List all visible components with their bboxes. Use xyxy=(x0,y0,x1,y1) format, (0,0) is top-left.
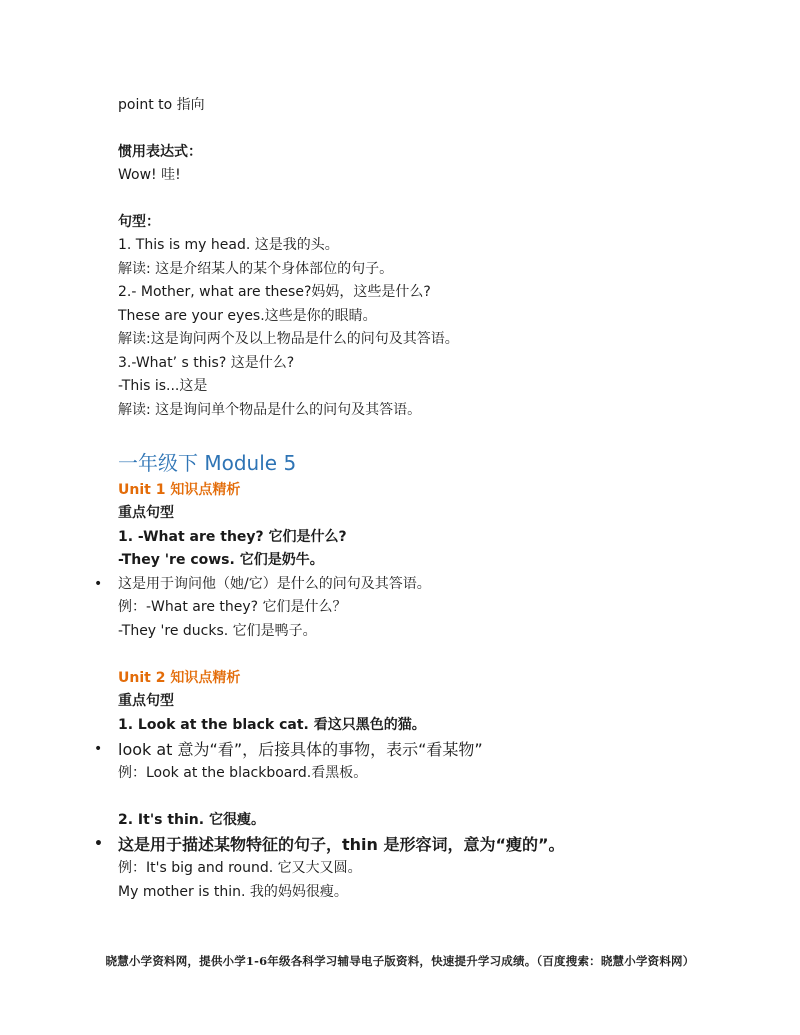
pattern-line: 解读:这是询问两个及以上物品是什么的问句及其答语。 xyxy=(118,331,459,347)
pattern-line: 解读: 这是询问单个物品是什么的问句及其答语。 xyxy=(118,401,422,418)
unit1-answer: -They 're cows. 它们是奶牛。 xyxy=(118,552,324,568)
unit1-bullet: • 这是用于询问他（她/它）是什么的问句及其答语。 xyxy=(118,573,758,597)
pattern-line: 2.- Mother, what are these?妈妈，这些是什么? xyxy=(118,284,431,300)
unit2-bullet-1: • look at 意为“看”，后接具体的事物，表示“看某物” xyxy=(118,737,758,762)
pattern-line: 3.-What’ s this? 这是什么? xyxy=(118,354,295,371)
unit1-example-2: -They 're ducks. 它们是鸭子。 xyxy=(118,622,317,639)
pattern-line: 1. This is my head. 这是我的头。 xyxy=(118,237,339,253)
expression-wow: Wow! 哇! xyxy=(118,167,181,183)
patterns-heading: 句型： xyxy=(118,213,160,230)
expressions-heading: 惯用表达式： xyxy=(118,143,202,160)
unit2-bullet-2: • 这是用于描述某物特征的句子，thin 是形容词，意为“瘦的”。 xyxy=(118,832,758,857)
unit2-sentence-1: 1. Look at the black cat. 看这只黑色的猫。 xyxy=(118,716,426,733)
unit2-key-heading: 重点句型 xyxy=(118,693,174,709)
unit2-example-2: 例：It's big and round. 它又大又圆。 xyxy=(118,860,362,876)
document-body xyxy=(118,94,758,904)
pattern-line: These are your eyes.这些是你的眼睛。 xyxy=(118,307,377,324)
unit1-example-1: 例：-What are they? 它们是什么？ xyxy=(118,599,347,615)
unit1-key-heading: 重点句型 xyxy=(118,505,174,521)
unit1-question: 1. -What are they? 它们是什么? xyxy=(118,528,347,545)
vocab-point-to: point to 指向 xyxy=(118,97,205,113)
unit1-title: Unit 1 知识点精析 xyxy=(118,482,241,498)
unit2-example-3: My mother is thin. 我的妈妈很瘦。 xyxy=(118,883,348,900)
unit2-title: Unit 2 知识点精析 xyxy=(118,670,241,686)
pattern-line: 解读: 这是介绍某人的某个身体部位的句子。 xyxy=(118,260,394,277)
pattern-line: -This is...这是 xyxy=(118,378,208,394)
module-title: 一年级下 Module 5 xyxy=(118,451,297,475)
page-footer: 晓慧小学资料网，提供小学1-6年级各科学习辅导电子版资料，快速提升学习成绩。（百度搜索：晓慧小学资料网） xyxy=(105,954,695,968)
unit2-sentence-2: 2. It's thin. 它很瘦。 xyxy=(118,811,265,828)
unit2-example-1: 例：Look at the blackboard.看黑板。 xyxy=(118,765,368,781)
